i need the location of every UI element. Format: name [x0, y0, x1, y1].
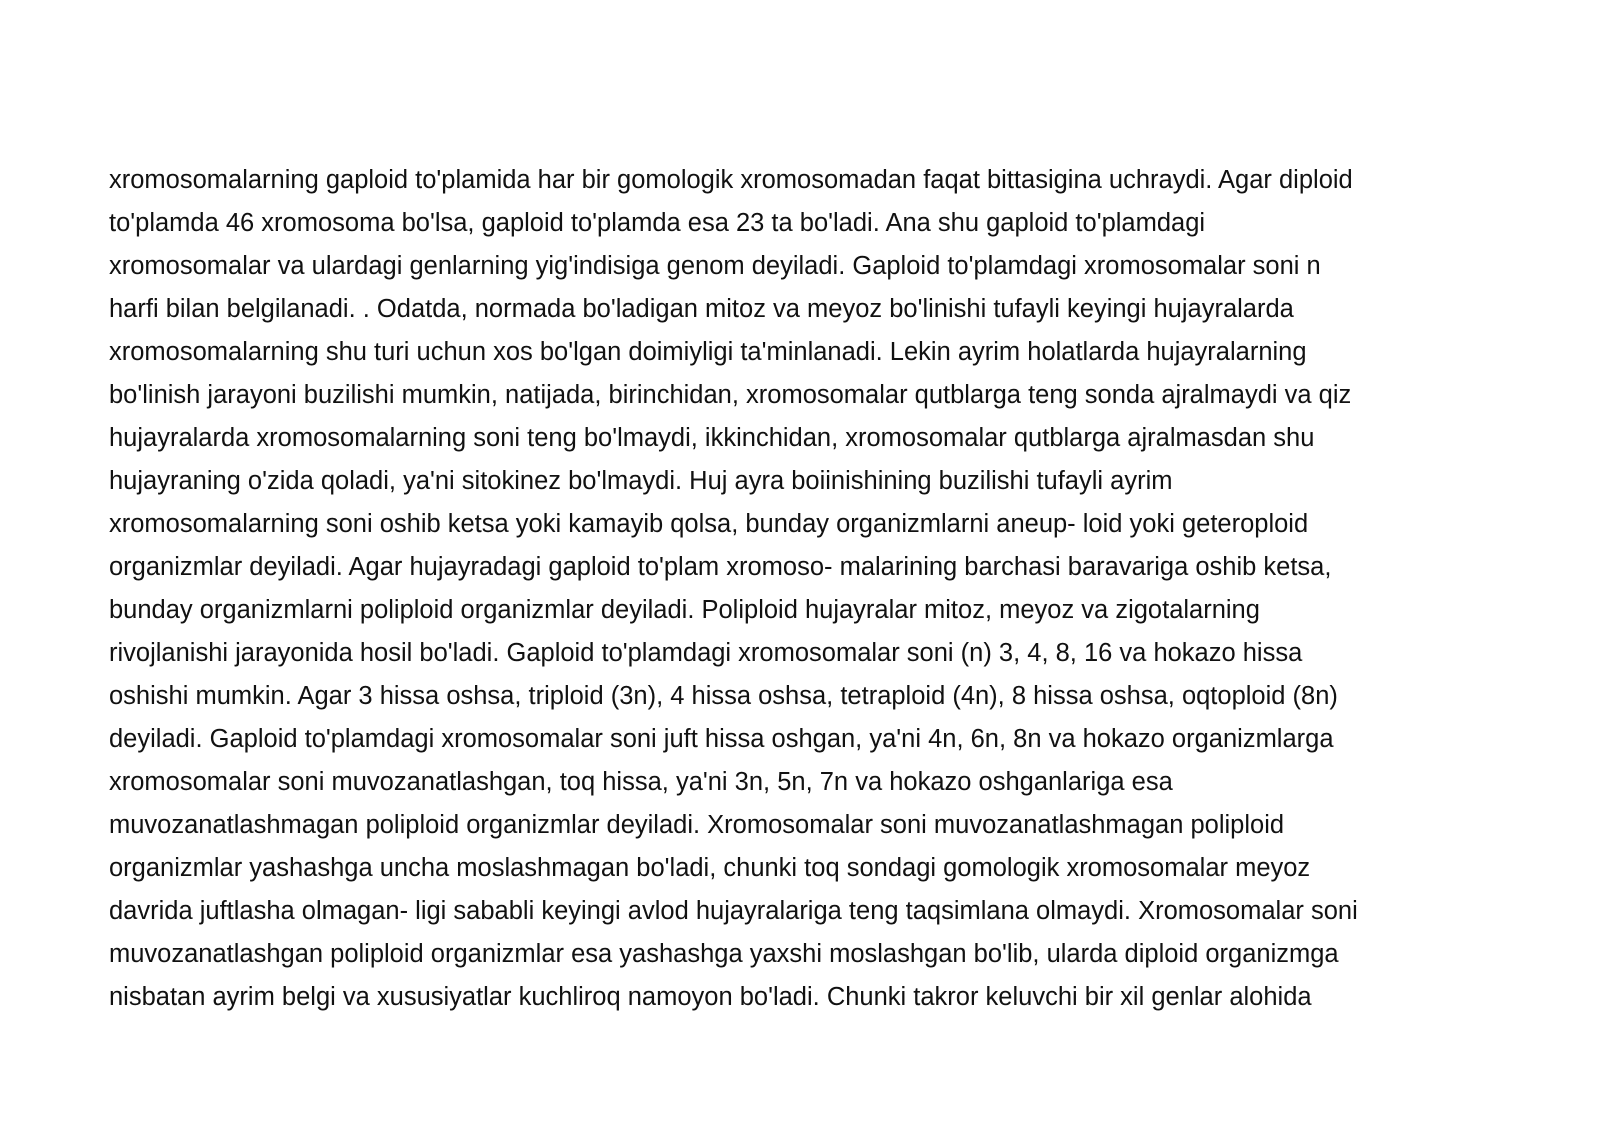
text-line: to'plamda 46 xromosoma bo'lsa, gaploid to'plamda esa 23 ta bo'ladi. Ana shu gaploid to'plamdagi	[109, 209, 1206, 237]
text-line: organizmlar yashashga uncha moslashmagan bo'ladi, chunki toq sondagi gomologik xromosomalar meyoz	[109, 854, 1311, 882]
text-line: bo'linish jarayoni buzilishi mumkin, natijada, birinchidan, xromosomalar qutblarga teng sonda ajralmaydi va qiz	[109, 381, 1352, 409]
text-line: xromosomalarning shu turi uchun xos bo'lgan doimiyligi ta'minlanadi. Lekin ayrim holatlarda hujayralarning	[109, 338, 1307, 366]
text-line: xromosomalar va ulardagi genlarning yig'indisiga genom deyiladi. Gaploid to'plamdagi xromosomalar soni n	[109, 252, 1321, 280]
body-text	[109, 159, 1549, 1019]
text-line: xromosomalarning soni oshib ketsa yoki kamayib qolsa, bunday organizmlarni aneup- loid yoki geteroploid	[109, 510, 1309, 538]
text-line: oshishi mumkin. Agar 3 hissa oshsa, triploid (3n), 4 hissa oshsa, tetraploid (4n), 8 hissa oshsa, oqtoploid (8n)	[109, 682, 1338, 710]
text-line: muvozanatlashmagan poliploid organizmlar deyiladi. Xromosomalar soni muvozanatlashmagan poliploid	[109, 811, 1285, 839]
text-line: deyiladi. Gaploid to'plamdagi xromosomalar soni juft hissa oshgan, ya'ni 4n, 6n, 8n va hokazo organizmlarga	[109, 725, 1334, 753]
text-line: hujayralarda xromosomalarning soni teng bo'lmaydi, ikkinchidan, xromosomalar qutblarga ajralmasdan shu	[109, 424, 1315, 452]
text-line: rivojlanishi jarayonida hosil bo'ladi. Gaploid to'plamdagi xromosomalar soni (n) 3, 4, 8, 16 va hokazo hissa	[109, 639, 1303, 667]
text-line: organizmlar deyiladi. Agar hujayradagi gaploid to'plam xromoso- malarining barchasi baravariga oshib ketsa,	[109, 553, 1332, 581]
text-line: nisbatan ayrim belgi va xususiyatlar kuchliroq namoyon bo'ladi. Chunki takror keluvchi bir xil genlar alohida	[109, 983, 1312, 1011]
text-line: hujayraning o'zida qoladi, ya'ni sitokinez bo'lmaydi. Huj ayra boiinishining buzilishi tufayli ayrim	[109, 467, 1173, 495]
text-line: harfi bilan belgilanadi. . Odatda, normada bo'ladigan mitoz va meyoz bo'linishi tufayli keyingi hujayralarda	[109, 295, 1294, 323]
text-line: xromosomalarning gaploid to'plamida har bir gomologik xromosomadan faqat bittasigina uchraydi. Agar diploid	[109, 166, 1353, 194]
text-line: bunday organizmlarni poliploid organizmlar deyiladi. Poliploid hujayralar mitoz, meyoz va zigotalarning	[109, 596, 1260, 624]
text-line: davrida juftlasha olmagan- ligi sababli keyingi avlod hujayralariga teng taqsimlana olmaydi. Xromosomalar soni	[109, 897, 1358, 925]
text-line: muvozanatlashgan poliploid organizmlar esa yashashga yaxshi moslashgan bo'lib, ularda diploid organizmga	[109, 940, 1339, 968]
text-line: xromosomalar soni muvozanatlashgan, toq hissa, ya'ni 3n, 5n, 7n va hokazo oshganlariga esa	[109, 768, 1173, 796]
